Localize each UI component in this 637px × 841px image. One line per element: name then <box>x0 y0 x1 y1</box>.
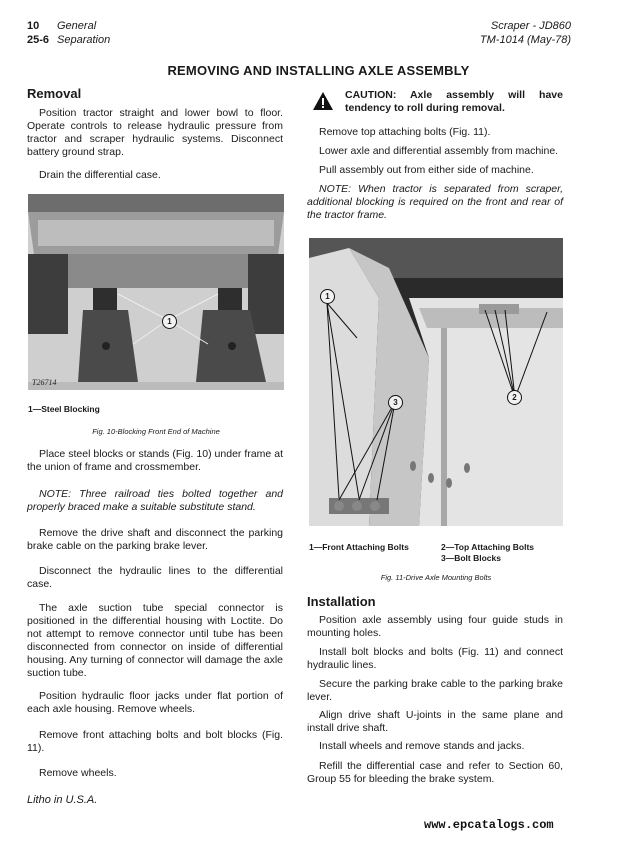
page-number: 10 <box>27 20 40 32</box>
figure-10-legend: 1—Steel Blocking <box>28 404 100 414</box>
callout-1: 1 <box>162 314 177 329</box>
right-paragraph-2: Lower axle and differential assembly from machine. <box>319 145 559 157</box>
figure-11-legend-2: 2—Top Attaching Bolts <box>441 542 535 552</box>
removal-paragraph-6: Disconnect the hydraulic lines to the differential case. <box>27 565 283 590</box>
subsection-name: Separation <box>57 34 111 46</box>
right-paragraph-3: Pull assembly out from either side of machine. <box>319 164 534 176</box>
section-name: General <box>57 20 97 32</box>
watermark-url[interactable]: www.epcatalogs.com <box>424 818 554 832</box>
installation-paragraph-1: Position axle assembly using four guide studs in mounting holes. <box>307 614 563 639</box>
manual-title: Scraper - JD860 <box>490 20 571 32</box>
installation-paragraph-2: Install bolt blocks and bolts (Fig. 11) and connect hydraulic lines. <box>307 646 563 671</box>
removal-paragraph-2: Drain the differential case. <box>39 169 161 181</box>
photo-id: T26714 <box>32 378 57 387</box>
callout-3: 3 <box>388 395 403 410</box>
callout-1: 1 <box>320 289 335 304</box>
figure-11-caption: Fig. 11-Drive Axle Mounting Bolts <box>380 573 492 582</box>
removal-paragraph-10: Remove wheels. <box>39 767 117 779</box>
right-paragraph-1: Remove top attaching bolts (Fig. 11). <box>319 126 491 138</box>
removal-paragraph-8: Position hydraulic floor jacks under flat portion of each axle housing. Remove wheels. <box>27 690 283 715</box>
installation-heading: Installation <box>307 594 376 609</box>
page-title: REMOVING AND INSTALLING AXLE ASSEMBLY <box>167 63 470 78</box>
installation-paragraph-6: Refill the differential case and refer to Section 60, Group 55 for bleeding the brake system. <box>307 760 563 785</box>
removal-paragraph-7: The axle suction tube special connector is positioned in the differential housing with Loctite. Do not attempt to remove connector until tube has been disconnected from connector on inside of differential housing. Any turning of connector will damage the axle suction tube. <box>27 602 283 679</box>
installation-paragraph-5: Install wheels and remove stands and jacks. <box>319 740 525 752</box>
header-left <box>27 19 110 47</box>
removal-paragraph-9: Remove front attaching bolts and bolt blocks (Fig. 11). <box>27 729 283 754</box>
section-code: 25-6 <box>27 34 50 46</box>
header-right <box>480 19 571 47</box>
footer-litho: Litho in U.S.A. <box>27 794 98 806</box>
installation-paragraph-3: Secure the parking brake cable to the parking brake lever. <box>307 678 563 703</box>
figure-10-caption: Fig. 10-Blocking Front End of Machine <box>92 427 220 436</box>
manual-number: TM-1014 (May-78) <box>479 34 571 46</box>
photo-id: T26715 <box>313 513 338 522</box>
removal-paragraph-3: Place steel blocks or stands (Fig. 10) under frame at the union of frame and crossmember. <box>27 448 283 473</box>
removal-note: NOTE: Three railroad ties bolted together and properly braced make a suitable substitute stand. <box>27 488 283 513</box>
figure-11-legend-1: 1—Front Attaching Bolts <box>309 542 409 552</box>
removal-heading: Removal <box>27 86 82 101</box>
figure-11-legend-3: 3—Bolt Blocks <box>441 553 501 563</box>
right-note: NOTE: When tractor is separated from scraper, additional blocking is required on the front and rear of the tractor frame. <box>307 183 563 221</box>
removal-paragraph-5: Remove the drive shaft and disconnect the parking brake cable on the parking brake lever. <box>27 527 283 552</box>
removal-paragraph-1: Position tractor straight and lower bowl to floor. Operate controls to release hydraulic pressure from tractor and scraper hydraulic systems. Disconnect battery ground strap. <box>27 107 283 158</box>
warning-triangle-icon <box>312 91 334 111</box>
caution-text: CAUTION: Axle assembly will have tendency to roll during removal. <box>345 89 563 114</box>
callout-2: 2 <box>507 390 522 405</box>
installation-paragraph-4: Align drive shaft U-joints in the same plane and install drive shaft. <box>307 709 563 734</box>
figure-10-photo <box>28 194 284 390</box>
figure-10-illustration <box>28 194 284 390</box>
figure-11-illustration <box>309 238 563 526</box>
figure-11-photo <box>309 238 563 526</box>
